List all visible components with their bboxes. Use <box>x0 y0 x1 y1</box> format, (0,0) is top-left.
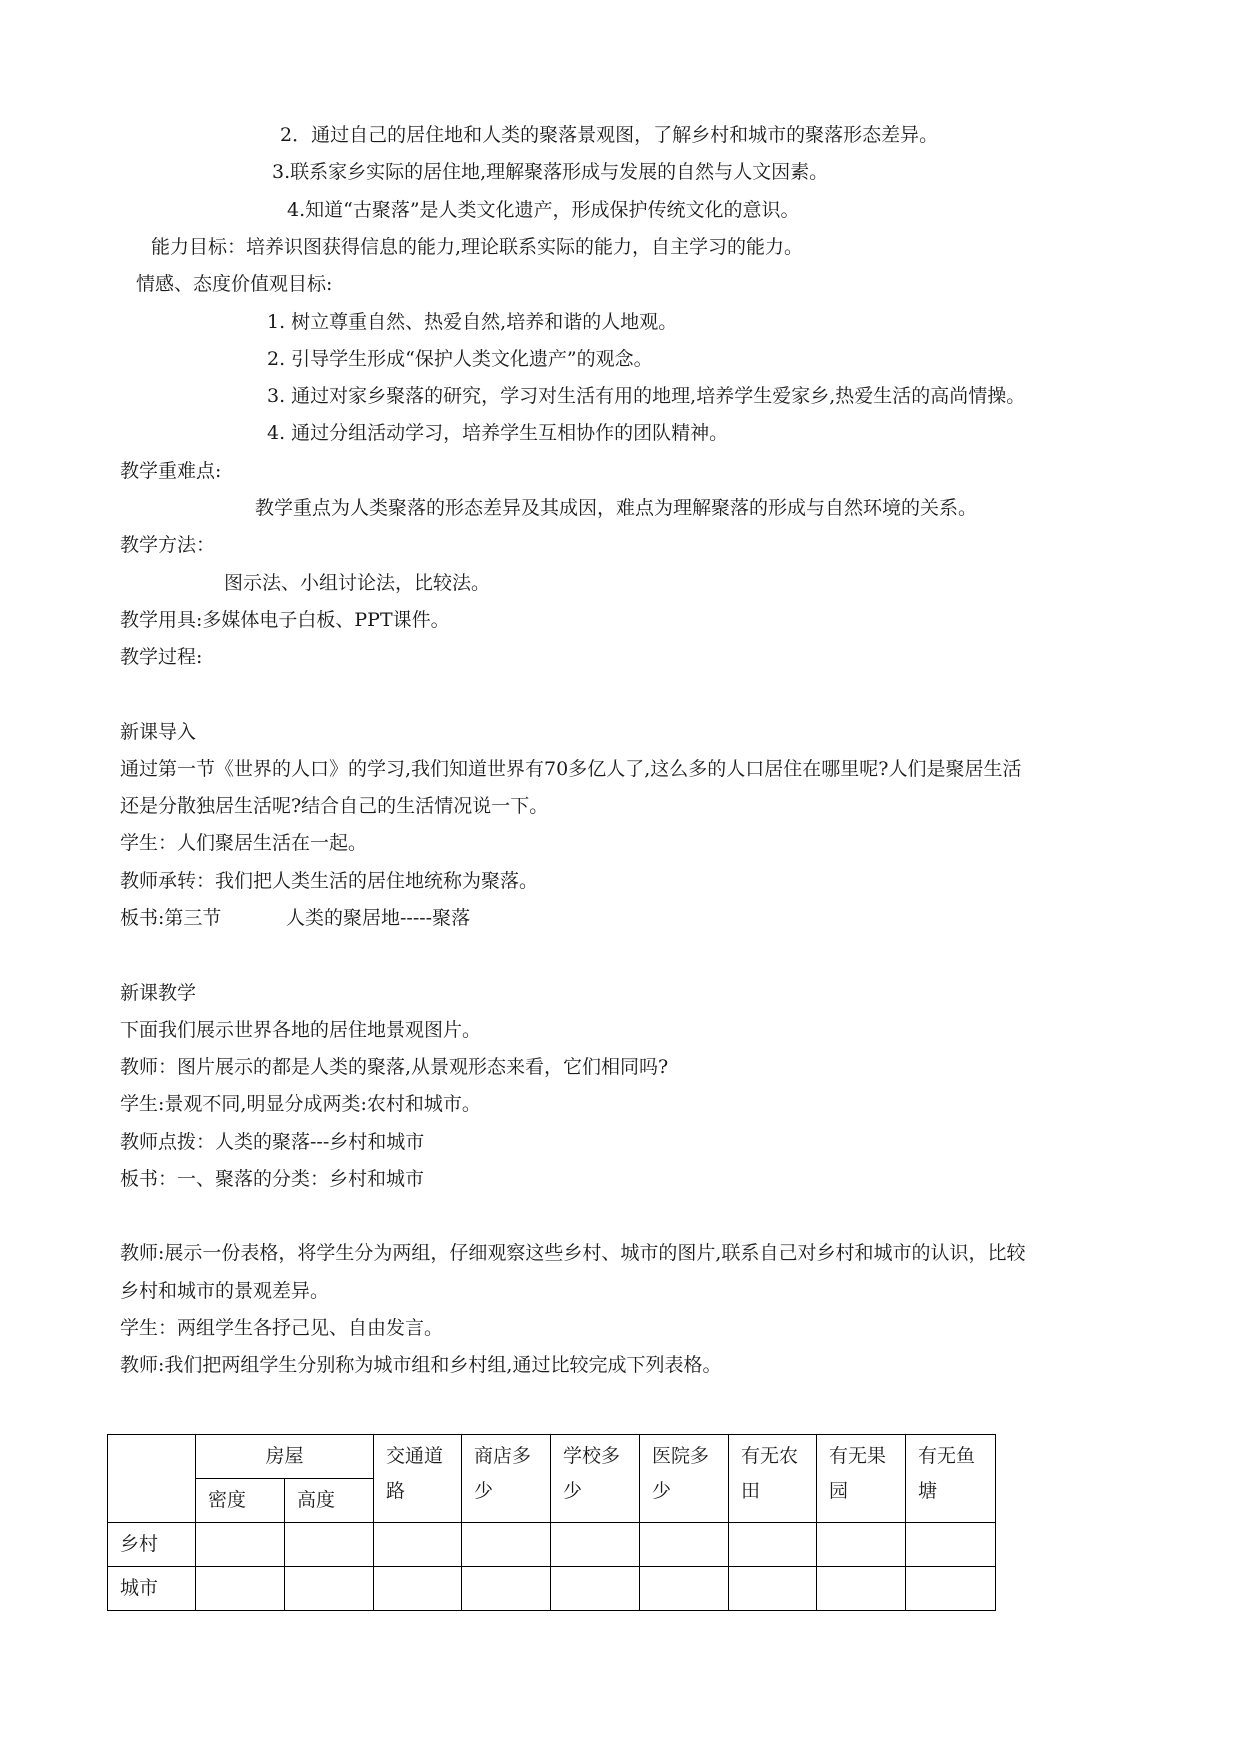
table-cell <box>374 1523 462 1567</box>
ability-goal: 能力目标：培养识图获得信息的能力,理论联系实际的能力，自主学习的能力。 <box>151 236 804 258</box>
table-cell <box>551 1567 640 1611</box>
table-cell <box>640 1567 729 1611</box>
lesson-heading: 新课教学 <box>120 982 197 1004</box>
header-hospitals: 医院多少 <box>640 1435 729 1523</box>
key-points-text: 教学重点为人类聚落的形态差异及其成因，难点为理解聚落的形成与自然环境的关系。 <box>255 497 978 519</box>
lesson-teacher-show-1: 教师:展示一份表格，将学生分为两组，仔细观察这些乡村、城市的图片,联系自己对乡村和城市的认识，比较 <box>120 1242 1026 1264</box>
table-cell <box>374 1567 462 1611</box>
row-label-city: 城市 <box>108 1567 196 1611</box>
intro-teacher: 教师承转：我们把人类生活的居住地统称为聚落。 <box>120 870 539 892</box>
process-heading: 教学过程: <box>120 646 203 668</box>
intro-heading: 新课导入 <box>120 721 197 743</box>
row-label-rural: 乡村 <box>108 1523 196 1567</box>
emotion-item-4: 4. 通过分组活动学习，培养学生互相协作的团队精神。 <box>267 422 729 444</box>
header-traffic: 交通道路 <box>374 1435 462 1523</box>
lesson-student-talk: 学生：两组学生各抒己见、自由发言。 <box>120 1317 444 1339</box>
table-cell <box>906 1567 996 1611</box>
header-height: 高度 <box>285 1479 374 1523</box>
teaching-tools: 教学用具:多媒体电子白板、PPT课件。 <box>120 609 450 631</box>
table-cell <box>906 1523 996 1567</box>
emotion-item-3: 3. 通过对家乡聚落的研究，学习对生活有用的地理,培养学生爱家乡,热爱生活的高尚情操。 <box>267 385 1026 407</box>
header-schools: 学校多少 <box>551 1435 640 1523</box>
emotion-item-1: 1. 树立尊重自然、热爱自然,培养和谐的人地观。 <box>267 311 678 333</box>
table-cell <box>551 1523 640 1567</box>
header-density: 密度 <box>196 1479 285 1523</box>
table-cell <box>729 1567 817 1611</box>
table-cell <box>640 1523 729 1567</box>
key-points-heading: 教学重难点: <box>120 460 222 482</box>
lesson-board: 板书：一、聚落的分类：乡村和城市 <box>120 1168 425 1190</box>
header-farmland: 有无农田 <box>729 1435 817 1523</box>
header-house: 房屋 <box>196 1435 374 1479</box>
lesson-line-1: 下面我们展示世界各地的居住地景观图片。 <box>120 1019 482 1041</box>
intro-student: 学生：人们聚居生活在一起。 <box>120 832 368 854</box>
objective-item-4: 4.知道“古聚落”是人类文化遗产，形成保护传统文化的意识。 <box>287 199 800 221</box>
table-cell <box>729 1523 817 1567</box>
table-cell <box>196 1523 285 1567</box>
table-row <box>108 1567 996 1611</box>
header-shops: 商店多少 <box>462 1435 551 1523</box>
lesson-student-answer: 学生:景观不同,明显分成两类:农村和城市。 <box>120 1093 481 1115</box>
methods-text: 图示法、小组讨论法，比较法。 <box>224 572 491 594</box>
emotion-goal-heading: 情感、态度价值观目标: <box>136 273 333 295</box>
intro-board-title: 人类的聚居地-----聚落 <box>286 907 471 929</box>
lesson-teacher-question: 教师：图片展示的都是人类的聚落,从景观形态来看，它们相同吗? <box>120 1056 669 1078</box>
intro-board-prefix: 板书:第三节 <box>120 907 222 929</box>
header-fishpond: 有无鱼塘 <box>906 1435 996 1523</box>
objective-item-2: 2．通过自己的居住地和人类的聚落景观图，了解乡村和城市的聚落形态差异。 <box>280 124 939 146</box>
lesson-teacher-task: 教师:我们把两组学生分别称为城市组和乡村组,通过比较完成下列表格。 <box>120 1354 722 1376</box>
methods-heading: 教学方法： <box>120 534 216 556</box>
intro-line-2: 还是分散独居生活呢?结合自己的生活情况说一下。 <box>120 795 549 817</box>
table-cell <box>462 1567 551 1611</box>
objective-item-3: 3.联系家乡实际的居住地,理解聚落形成与发展的自然与人文因素。 <box>272 161 829 183</box>
table-cell <box>196 1567 285 1611</box>
table-cell <box>817 1523 906 1567</box>
header-orchard: 有无果园 <box>817 1435 906 1523</box>
table-row <box>108 1523 996 1567</box>
table-cell <box>285 1567 374 1611</box>
emotion-item-2: 2. 引导学生形成“保护人类文化遗产”的观念。 <box>267 348 653 370</box>
lesson-teacher-show-2: 乡村和城市的景观差异。 <box>120 1280 330 1302</box>
table-corner-cell <box>108 1435 196 1523</box>
table-cell <box>817 1567 906 1611</box>
table-cell <box>462 1523 551 1567</box>
lesson-teacher-tip: 教师点拨：人类的聚落---乡村和城市 <box>120 1131 425 1153</box>
table-cell <box>285 1523 374 1567</box>
intro-line-1: 通过第一节《世界的人口》的学习,我们知道世界有70多亿人了,这么多的人口居住在哪里呢?人们是聚居生活 <box>120 758 1022 780</box>
comparison-table <box>107 1434 996 1611</box>
